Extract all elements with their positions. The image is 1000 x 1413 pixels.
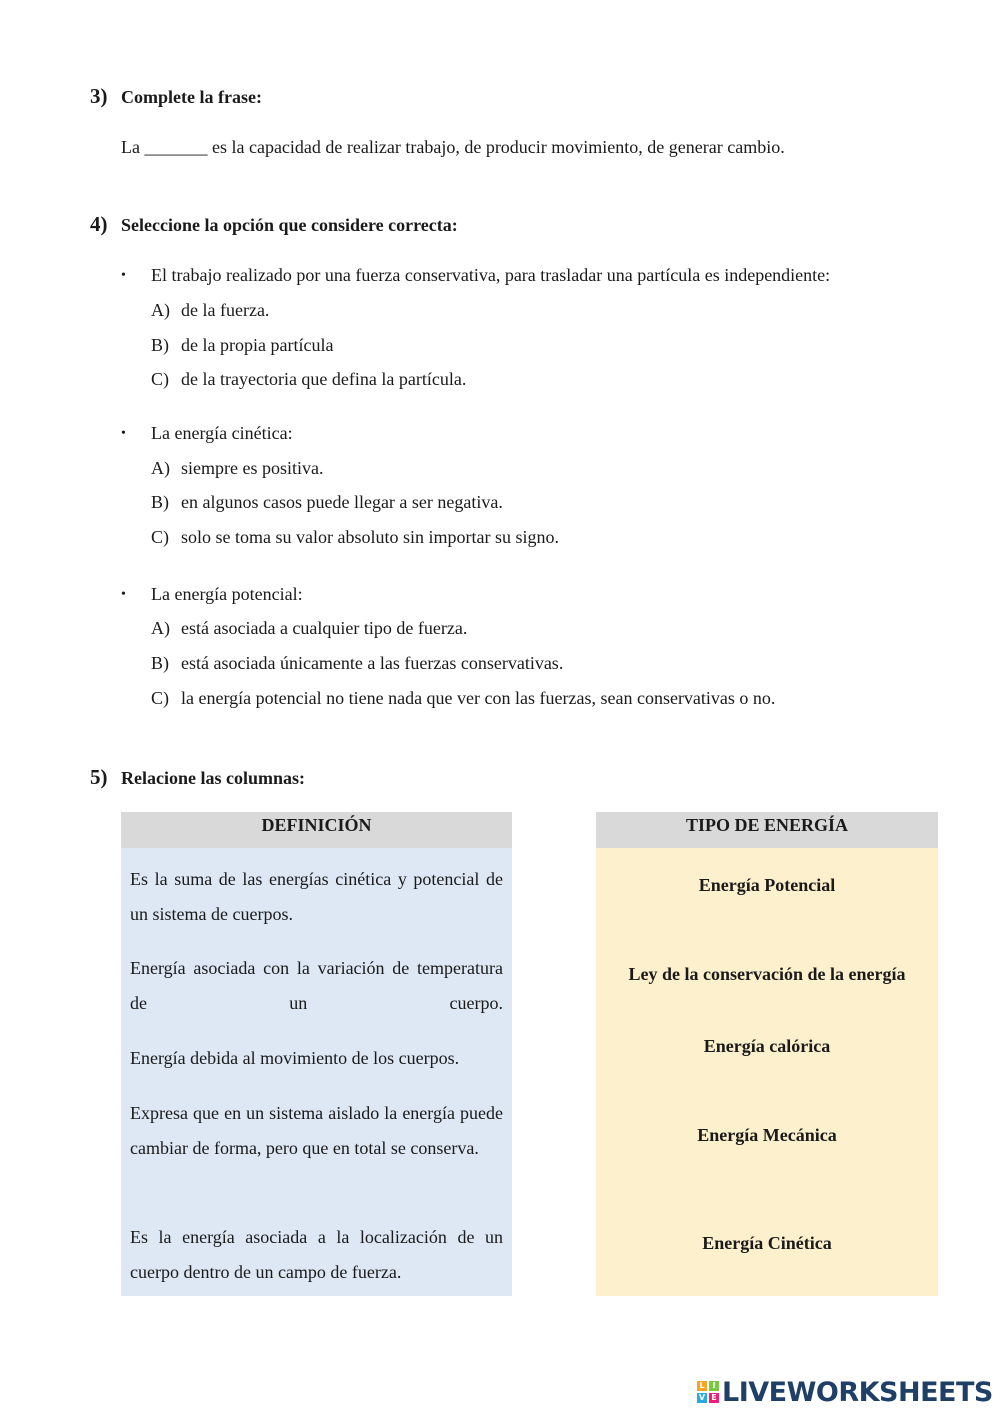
option-b[interactable]: B) está asociada únicamente a las fuerzas conservativas.: [151, 653, 564, 673]
option-c[interactable]: C) solo se toma su valor absoluto sin importar su signo.: [151, 527, 559, 547]
question-item: [121, 265, 830, 286]
bullet-icon: •: [121, 587, 126, 602]
bullet-icon: •: [121, 268, 126, 283]
definition-item[interactable]: Es la energía asociada a la localización de un cuerpo dentro de un campo de fuerza.: [130, 1227, 503, 1282]
energy-type-item[interactable]: Ley de la conservación de la energía: [628, 964, 906, 984]
option-c[interactable]: C) la energía potencial no tiene nada que ver con las fuerzas, sean conservativas o no.: [151, 688, 776, 708]
option-b[interactable]: B) en algunos casos puede llegar a ser negativa.: [151, 492, 503, 512]
energy-types-header: TIPO DE ENERGÍA: [596, 812, 938, 848]
energy-type-item[interactable]: Energía Mecánica: [697, 1125, 837, 1145]
question-item: [121, 584, 303, 605]
definition-item[interactable]: Expresa que en un sistema aislado la energía puede cambiar de forma, pero que en total se conserva.: [130, 1103, 503, 1158]
item-stem: El trabajo realizado por una fuerza conservativa, para trasladar una partícula es independiente:: [151, 265, 831, 285]
question-number: 5): [90, 765, 108, 789]
fill-in-sentence: La _______ es la capacidad de realizar trabajo, de producir movimiento, de generar cambio.: [121, 137, 785, 157]
question-number: 4): [90, 212, 108, 236]
option-a[interactable]: A) siempre es positiva.: [151, 458, 324, 478]
item-stem: La energía potencial:: [151, 584, 303, 604]
definition-item[interactable]: Energía asociada con la variación de temperatura de un cuerpo.: [130, 958, 503, 1013]
energy-types-column: [596, 848, 938, 1296]
option-a[interactable]: A) está asociada a cualquier tipo de fuerza.: [151, 618, 468, 638]
question-title: Relacione las columnas:: [121, 768, 305, 788]
question-title: Complete la frase:: [121, 87, 262, 107]
bullet-icon: •: [121, 426, 126, 441]
question-3-heading: [90, 84, 262, 109]
energy-type-item[interactable]: Energía calórica: [703, 1036, 831, 1056]
liveworksheets-logo: [697, 1375, 993, 1409]
question-number: 3): [90, 84, 108, 108]
question-item: [121, 423, 293, 444]
option-a[interactable]: A) de la fuerza.: [151, 300, 270, 320]
definition-item[interactable]: Energía debida al movimiento de los cuerpos.: [130, 1048, 460, 1068]
option-c[interactable]: C) de la trayectoria que defina la partícula.: [151, 369, 467, 389]
question-5-heading: [90, 765, 305, 790]
question-title: Seleccione la opción que considere correcta:: [121, 215, 458, 235]
definition-item[interactable]: Es la suma de las energías cinética y potencial de un sistema de cuerpos.: [130, 869, 503, 924]
logo-wordmark: LIVEWORKSHEETS: [722, 1376, 993, 1408]
item-stem: La energía cinética:: [151, 423, 293, 443]
option-b[interactable]: B) de la propia partícula: [151, 335, 334, 355]
definitions-header: DEFINICIÓN: [121, 812, 512, 848]
logo-mark-icon: L I V E: [697, 1381, 719, 1403]
question-4-heading: [90, 212, 458, 237]
energy-type-item[interactable]: Energía Potencial: [698, 875, 836, 895]
energy-type-item[interactable]: Energía Cinética: [702, 1233, 832, 1253]
